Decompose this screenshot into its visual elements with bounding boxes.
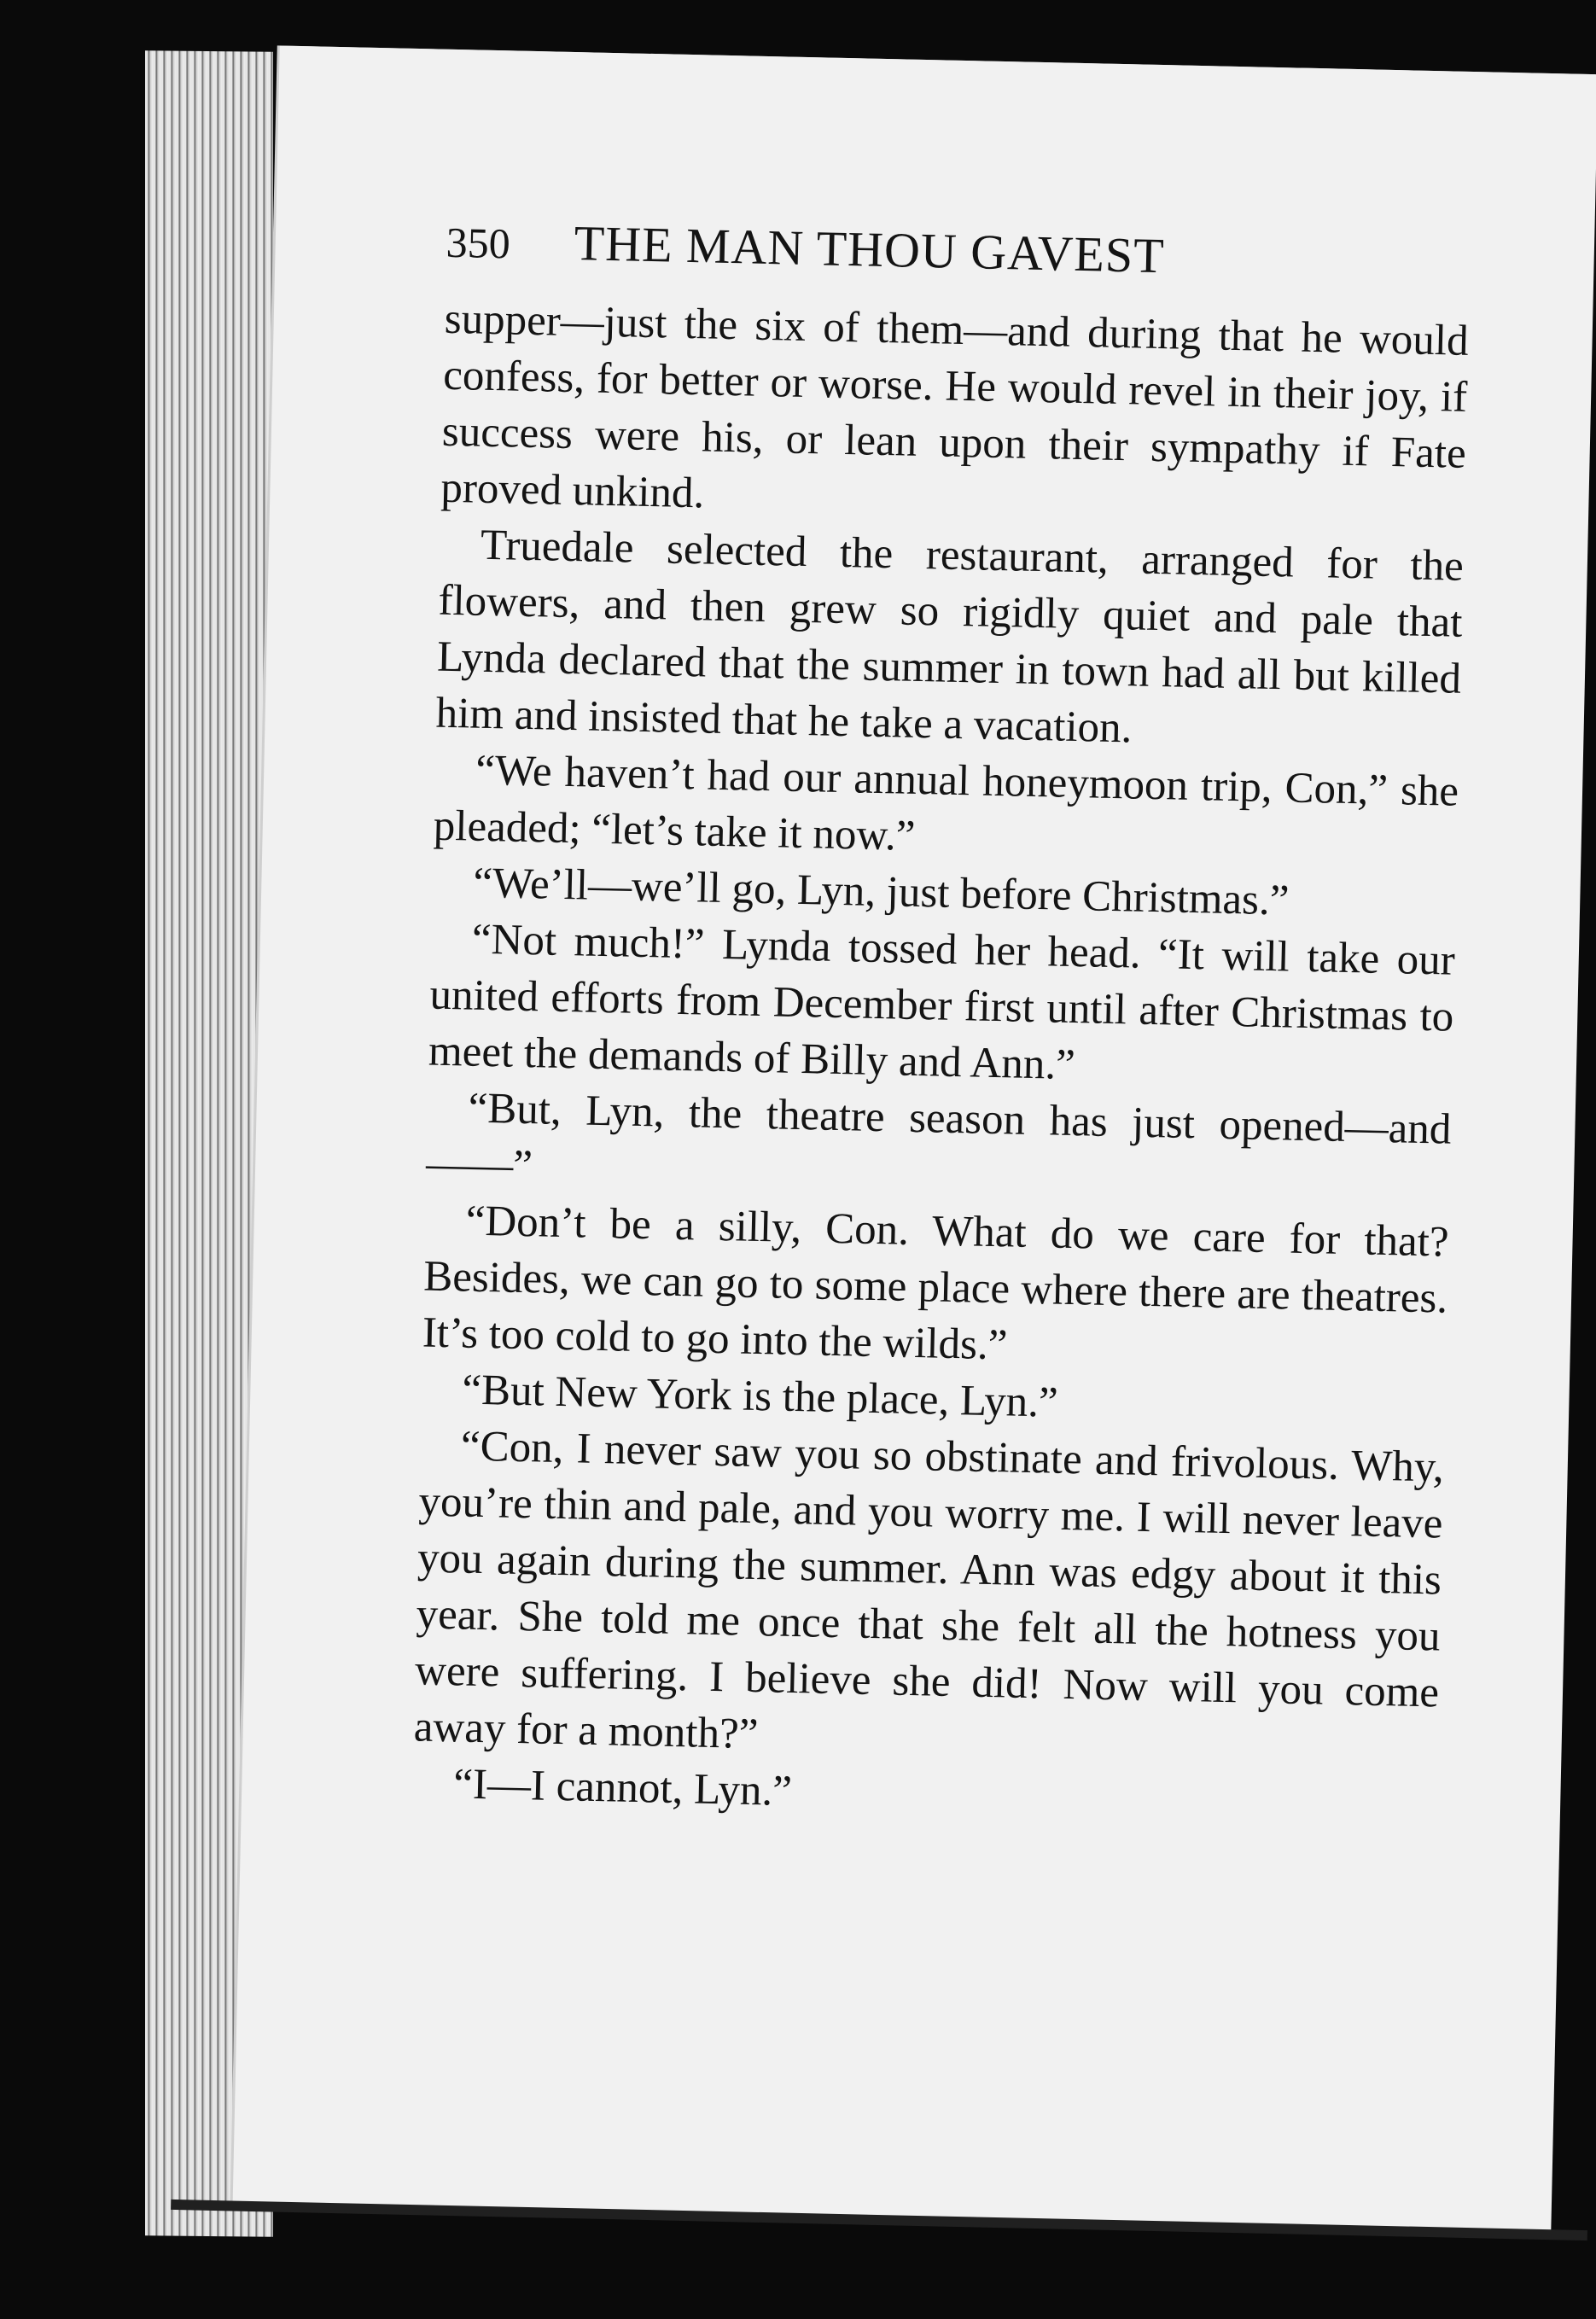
paragraph: “Con, I never saw you so obstinate and frivolous. Why, you’re thin and pale, and you worry me. I will never leave you again during the summer. Ann was edgy about it this year. She told me once that she felt all the hotness you were suffering. I believe she did! Now will you come away for a month?” [413,1422,1445,1759]
page-number: 350 [446,218,511,268]
paragraph: supper—just the six of them—and during that he would confess, for better or worse. He would revel in their joy, if success were his, or lean upon their sympathy if Fate proved unkind. [440,294,1470,518]
paragraph: “Not much!” Lynda tossed her head. “It will take our united efforts from December first until after Christmas to meet the demands of Billy and Ann.” [428,915,1456,1090]
body-text [412,291,1470,1834]
paragraph: “But, Lyn, the theatre season has just opened—and——” [425,1084,1453,1191]
page-content [412,212,1471,1834]
paragraph: “I—I cannot, Lyn.” [452,1760,793,1816]
paragraph: “Don’t be a silly, Con. What do we care for that? Besides, we can go to some place where there are theatres. It’s too cold to go into the wilds.” [422,1197,1450,1370]
book-page [233,45,1596,2233]
paragraph: “But New York is the place, Lyn.” [461,1366,1059,1427]
running-title: THE MAN THOU GAVEST [574,215,1166,284]
running-head [446,212,1471,291]
paragraph: Truedale selected the restaurant, arranged for the flowers, and then grew so rigidly quiet and pale that Lynda declared that the summer in town had all but killed him and insisted that he take a vacation. [435,521,1465,753]
paragraph: “We’ll—we’ll go, Lyn, just before Christmas.” [472,859,1290,925]
paragraph: “We haven’t had our annual honeymoon trip, Con,” she pleaded; “let’s take it now.” [433,746,1459,860]
